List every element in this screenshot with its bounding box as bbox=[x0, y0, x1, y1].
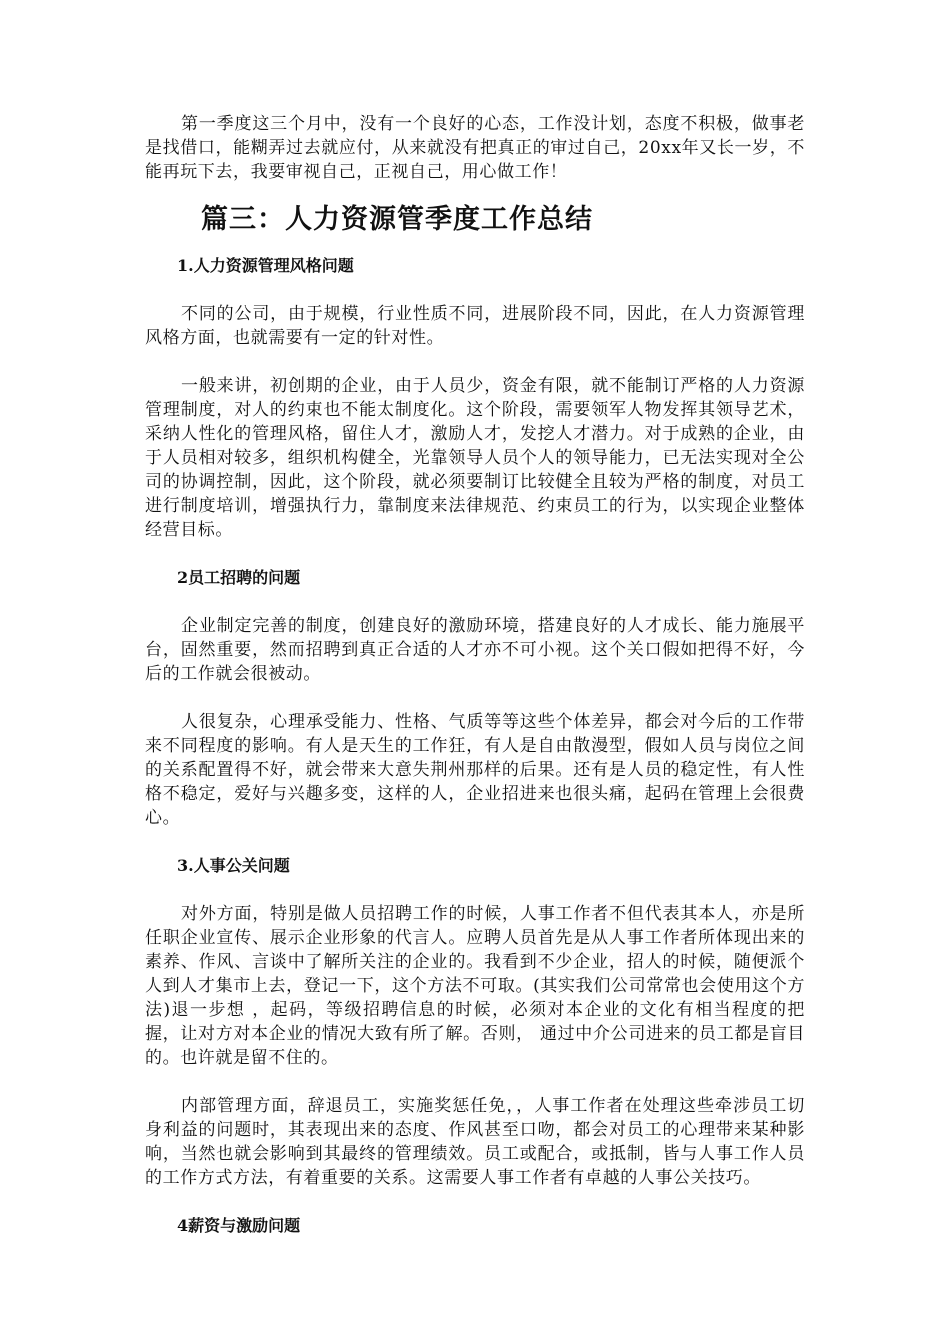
document-title: 篇三：人力资源管季度工作总结 bbox=[201, 204, 593, 235]
section-paragraph: 不同的公司，由于规模，行业性质不同，进展阶段不同，因此，在人力资源管理风格方面，也就需要有一定的针对性。 bbox=[145, 304, 805, 348]
section-paragraph: 人很复杂，心理承受能力、性格、气质等等这些个体差异，都会对今后的工作带来不同程度的影响。有人是天生的工作狂，有人是自由散漫型，假如人员与岗位之间的关系配置得不好，就会带来大意失荆州那样的后果。还有是人员的稳定性，有人性格不稳定，爱好与兴趣多变，这样的人，企业招进来也很头痛，起码在管理上会很费心。 bbox=[145, 712, 805, 828]
section-heading: 1.人力资源管理风格问题 bbox=[177, 256, 354, 275]
section-heading: 4薪资与激励问题 bbox=[177, 1216, 301, 1235]
section-heading: 2员工招聘的问题 bbox=[177, 568, 301, 587]
intro-paragraph: 第一季度这三个月中，没有一个良好的心态，工作没计划，态度不积极，做事老是找借口，能糊弄过去就应付，从来就没有把真正的审过自己，20xx年又长一岁，不能再玩下去，我要审视自己，正视自己，用心做工作！ bbox=[145, 114, 805, 182]
section-paragraph: 内部管理方面，辞退员工，实施奖惩任免，，人事工作者在处理这些牵涉员工切身利益的问题时，其表现出来的态度、作风甚至口吻，都会对员工的心理带来某种影响，当然也就会影响到其最终的管理绩效。员工或配合，或抵制，皆与人事工作人员的工作方式方法，有着重要的关系。这需要人事工作者有卓越的人事公关技巧。 bbox=[145, 1096, 805, 1188]
document-page bbox=[145, 112, 805, 1262]
section-paragraph: 企业制定完善的制度，创建良好的激励环境，搭建良好的人才成长、能力施展平台，固然重要，然而招聘到真正合适的人才亦不可小视。这个关口假如把得不好，今后的工作就会很被动。 bbox=[145, 616, 805, 684]
section-heading: 3.人事公关问题 bbox=[177, 856, 290, 875]
section-paragraph: 一般来讲，初创期的企业，由于人员少，资金有限，就不能制订严格的人力资源管理制度，对人的约束也不能太制度化。这个阶段，需要领军人物发挥其领导艺术，采纳人性化的管理风格，留住人才，激励人才，发挖人才潜力。对于成熟的企业，由于人员相对较多，组织机构健全，光靠领导人员个人的领导能力，已无法实现对全公司的协调控制，因此，这个阶段，就必须要制订比较健全且较为严格的制度，对员工进行制度培训，增强执行力，靠制度来法律规范、约束员工的行为，以实现企业整体经营目标。 bbox=[145, 376, 805, 540]
section-paragraph: 对外方面，特别是做人员招聘工作的时候，人事工作者不但代表其本人，亦是所任职企业宣传、展示企业形象的代言人。应聘人员首先是从人事工作者所体现出来的素养、作风、言谈中了解所关注的企业的。我看到不少企业，招人的时候，随便派个人到人才集市上去，登记一下，这个方法不可取。(其实我们公司常常也会使用这个方法)退一步想 ，起码，等级招聘信息的时候，必须对本企业的文化有相当程度的把握，让对方对本企业的情况大致有所了解。否则， 通过中介公司进来的员工都是盲目的。也许就是留不住的。 bbox=[145, 904, 805, 1068]
